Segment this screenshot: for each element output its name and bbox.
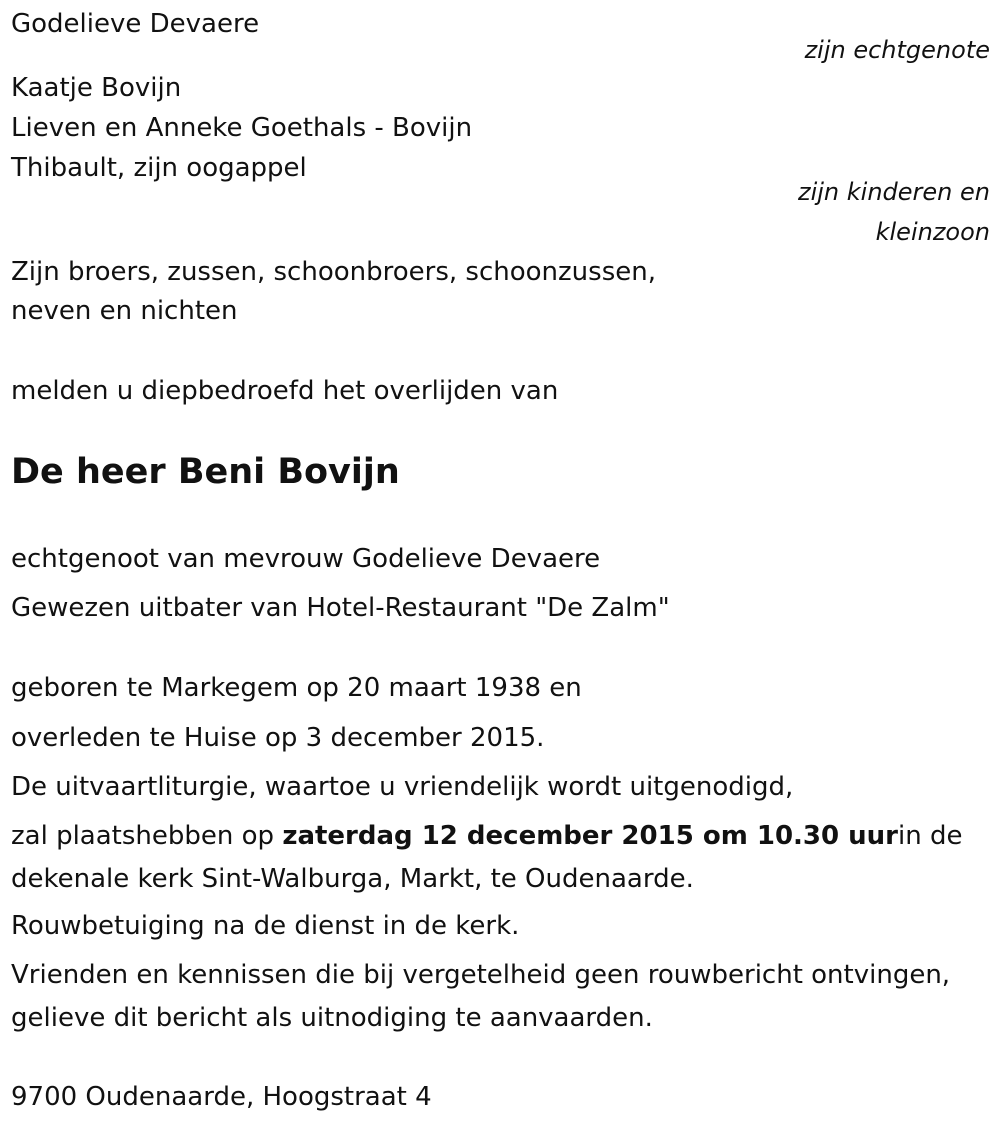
announcement: melden u diepbedroefd het overlijden van [11, 376, 559, 406]
deceased-occupation: Gewezen uitbater van Hotel-Restaurant "De Zalm" [11, 593, 670, 623]
funeral-prefix: zal plaatshebben op [11, 821, 283, 851]
invitation-note-line1: Vrienden en kennissen die bij vergetelheid geen rouwbericht ontvingen, [11, 960, 951, 990]
funeral-invite: De uitvaartliturgie, waartoe u vriendelijk wordt uitgenodigd, [11, 772, 794, 802]
spouse-name: Godelieve Devaere [11, 9, 260, 39]
funeral-suffix: in de [897, 821, 963, 851]
deceased-spouse: echtgenoot van mevrouw Godelieve Devaere [11, 544, 601, 574]
funeral-datetime: zaterdag 12 december 2015 om 10.30 uur [282, 821, 898, 851]
death-line: overleden te Huise op 3 december 2015. [11, 723, 545, 753]
children-role-line2: kleinzoon [875, 218, 990, 246]
funeral-location: dekenale kerk Sint-Walburga, Markt, te Oudenaarde. [11, 864, 694, 894]
family-line1: Zijn broers, zussen, schoonbroers, schoonzussen, [11, 257, 656, 287]
spouse-role: zijn echtgenote [804, 36, 990, 64]
child-name: Kaatje Bovijn [11, 73, 182, 103]
grandchild-name: Thibault, zijn oogappel [11, 153, 307, 183]
address: 9700 Oudenaarde, Hoogstraat 4 [11, 1082, 432, 1112]
condolence-note: Rouwbetuiging na de dienst in de kerk. [11, 911, 520, 941]
children-role-line1: zijn kinderen en [798, 178, 990, 206]
child-name: Lieven en Anneke Goethals - Bovijn [11, 113, 473, 143]
birth-line: geboren te Markegem op 20 maart 1938 en [11, 673, 582, 703]
invitation-note-line2: gelieve dit bericht als uitnodiging te aanvaarden. [11, 1003, 653, 1033]
deceased-name: De heer Beni Bovijn [11, 452, 400, 492]
family-line2: neven en nichten [11, 296, 238, 326]
funeral-datetime-line [11, 817, 962, 856]
